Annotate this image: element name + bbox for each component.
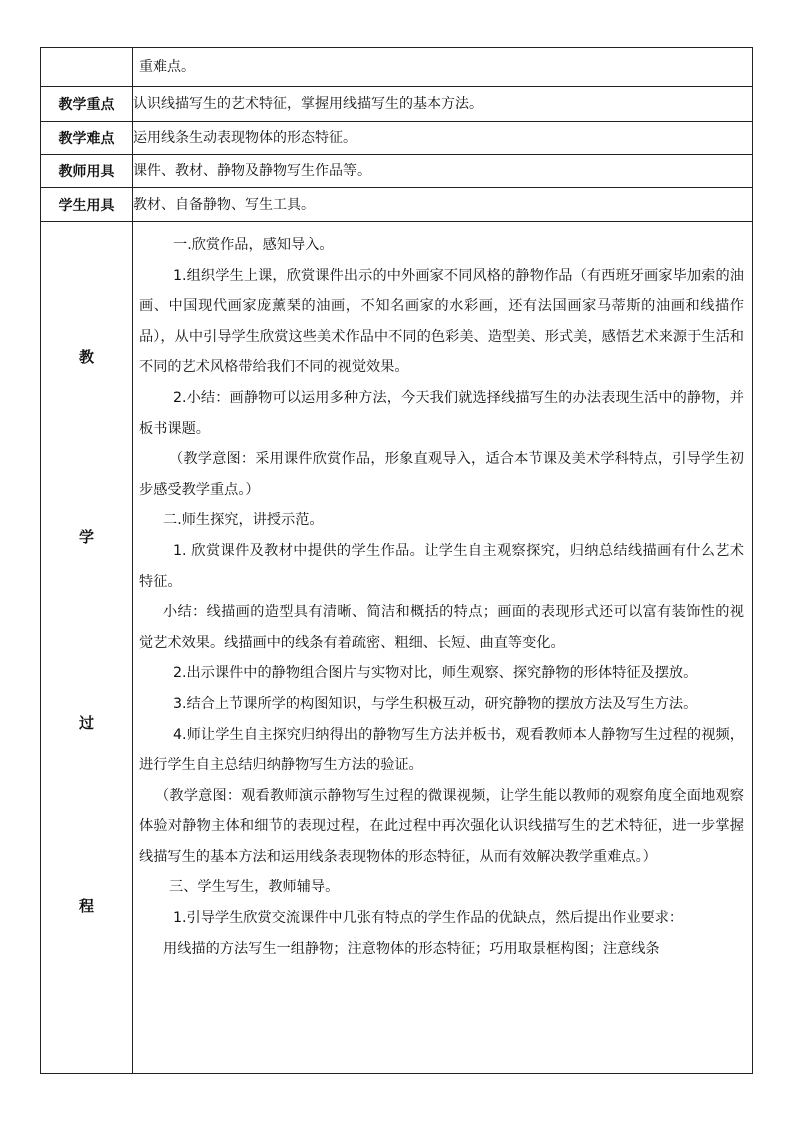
section-heading: 一.欣赏作品，感知导入。 [173, 237, 334, 253]
teacher-tools-text: 课件、教材、静物及静物写生作品等。 [133, 155, 753, 188]
lesson-plan-table [40, 47, 753, 1074]
key-point-text: 认识线描写生的艺术特征，掌握用线描写生的基本方法。 [133, 87, 753, 122]
continued-text-cell: 重难点。 [133, 48, 753, 87]
paragraph: 2.小结：画静物可以运用多种方法，今天我们就选择线描写生的办法表现生活中的静物，并板书课题。 [139, 389, 744, 437]
section-heading: 三、学生写生，教师辅导。 [169, 879, 340, 896]
table-row [41, 48, 753, 87]
table-row [41, 87, 753, 122]
paragraph: 3.结合上节课所学的构图知识，与学生积极互动，研究静物的摆放方法及写生方法。 [173, 695, 698, 712]
empty-label-cell [41, 48, 133, 87]
process-label-char: 程 [78, 897, 94, 915]
paragraph: 1.引导学生欣赏交流课件中几张有特点的学生作品的优缺点，然后提出作业要求： [173, 910, 684, 927]
paragraph: 1. 欣赏课件及教材中提供的学生作品。让学生自主观察探究，归纳总结线描画有什么艺术特征。 [139, 542, 744, 590]
section-heading: 二.师生探究，讲授示范。 [163, 512, 324, 529]
process-label-char: 学 [78, 528, 94, 546]
key-point-label: 教学重点 [41, 87, 133, 122]
table-row [41, 155, 753, 188]
paragraph: （教学意图：观看教师演示静物写生过程的微课视频，让学生能以教师的观察角度全面地观察体验对静物主体和细节的表现过程，在此过程中再次强化认识线描写生的艺术特征，进一步掌握线描写生的基本方法和运用线条表现物体的形态特征，从而有效解决教学重难点。） [139, 787, 744, 865]
table-row [41, 222, 753, 1074]
process-label-char: 过 [78, 714, 94, 732]
process-label [41, 222, 133, 1074]
paragraph: 用线描的方法写生一组静物；注意物体的形态特征；巧用取景框构图；注意线条 [163, 940, 660, 957]
paragraph: 4.师让学生自主探究归纳得出的静物写生方法并板书，观看教师本人静物写生过程的视频，进行学生自主总结归纳静物写生方法的验证。 [139, 726, 744, 774]
paragraph: 1.组织学生上课，欣赏课件出示的中外画家不同风格的静物作品（有西班牙画家毕加索的油画、中国现代画家庞薰琹的油画，不知名画家的水彩画，还有法国画家马蒂斯的油画和线描作品），从中引导学生欣赏这些美术作品中不同的色彩美、造型美、形式美，感悟艺术来源于生活和不同的艺术风格带给我们不同的视觉效果。 [139, 267, 744, 376]
student-tools-text: 教材、自备静物、写生工具。 [133, 188, 753, 222]
difficult-point-label: 教学难点 [41, 122, 133, 155]
student-tools-label: 学生用具 [41, 188, 133, 222]
table-row [41, 122, 753, 155]
process-label-char: 教 [78, 348, 94, 366]
paragraph: 2.出示课件中的静物组合图片与实物对比，师生观察、探究静物的形体特征及摆放。 [173, 665, 698, 682]
paragraph: 小结：线描画的造型具有清晰、简洁和概括的特点；画面的表现形式还可以富有装饰性的视觉艺术效果。线描画中的线条有着疏密、粗细、长短、曲直等变化。 [139, 604, 744, 651]
table-row [41, 188, 753, 222]
paragraph: （教学意图：采用课件欣赏作品，形象直观导入，适合本节课及美术学科特点，引导学生初步感受教学重点。） [139, 451, 744, 498]
process-content [133, 222, 753, 1074]
teacher-tools-label: 教师用具 [41, 155, 133, 188]
difficult-point-text: 运用线条生动表现物体的形态特征。 [133, 122, 753, 155]
